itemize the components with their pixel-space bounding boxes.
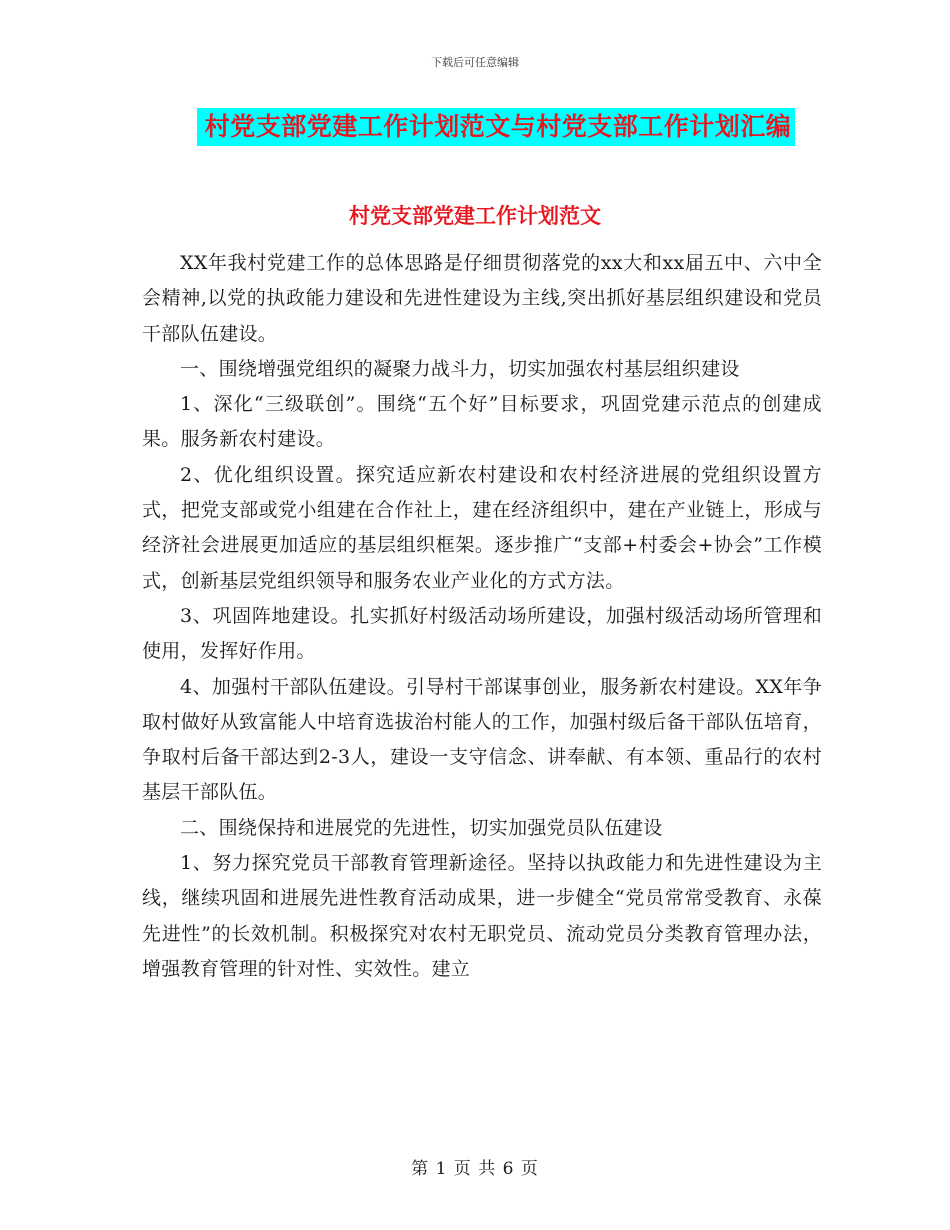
paragraph: 4、加强村干部队伍建设。引导村干部谋事创业，服务新农村建设。XX年争取村做好从致富能人中培育选拔治村能人的工作，加强村级后备干部队伍培育，争取村后备干部达到2-3人，建设一支守信念、讲奉献、有本领、重品行的农村基层干部队伍。: [142, 675, 822, 804]
body-text: [142, 246, 822, 987]
paragraph: XX年我村党建工作的总体思路是仔细贯彻落党的xx大和xx届五中、六中全会精神,以党的执政能力建设和先进性建设为主线,突出抓好基层组织建设和党员干部队伍建设。: [142, 252, 822, 345]
paragraph: 1、深化“三级联创”。围绕“五个好”目标要求，巩固党建示范点的创建成果。服务新农村建设。: [142, 393, 822, 451]
paragraph: 2、优化组织设置。探究适应新农村建设和农村经济进展的党组织设置方式，把党支部或党小组建在合作社上，建在经济组织中，建在产业链上，形成与经济社会进展更加适应的基层组织框架。逐步推广“支部+村委会+协会”工作模式，创新基层党组织领导和服务农业产业化的方式方法。: [142, 463, 822, 592]
paragraph: 一、围绕增强党组织的凝聚力战斗力，切实加强农村基层组织建设: [180, 357, 740, 380]
page-header-note: 下载后可任意编辑: [431, 56, 519, 69]
paragraph: 3、巩固阵地建设。扎实抓好村级活动场所建设，加强村级活动场所管理和使用，发挥好作用。: [142, 604, 822, 663]
main-title-container: [0, 108, 950, 146]
main-title: 村党支部党建工作计划范文与村党支部工作计划汇编: [197, 108, 796, 146]
section-title: 村党支部党建工作计划范文: [349, 203, 601, 228]
page-number: 第 1 页 共 6 页: [411, 1159, 539, 1179]
paragraph: 二、围绕保持和进展党的先进性，切实加强党员队伍建设: [180, 816, 663, 839]
paragraph: 1、努力探究党员干部教育管理新途径。坚持以执政能力和先进性建设为主线，继续巩固和进展先进性教育活动成果，进一步健全“党员常常受教育、永葆先进性”的长效机制。积极探究对农村无职党员、流动党员分类教育管理办法，增强教育管理的针对性、实效性。建立: [142, 852, 822, 980]
